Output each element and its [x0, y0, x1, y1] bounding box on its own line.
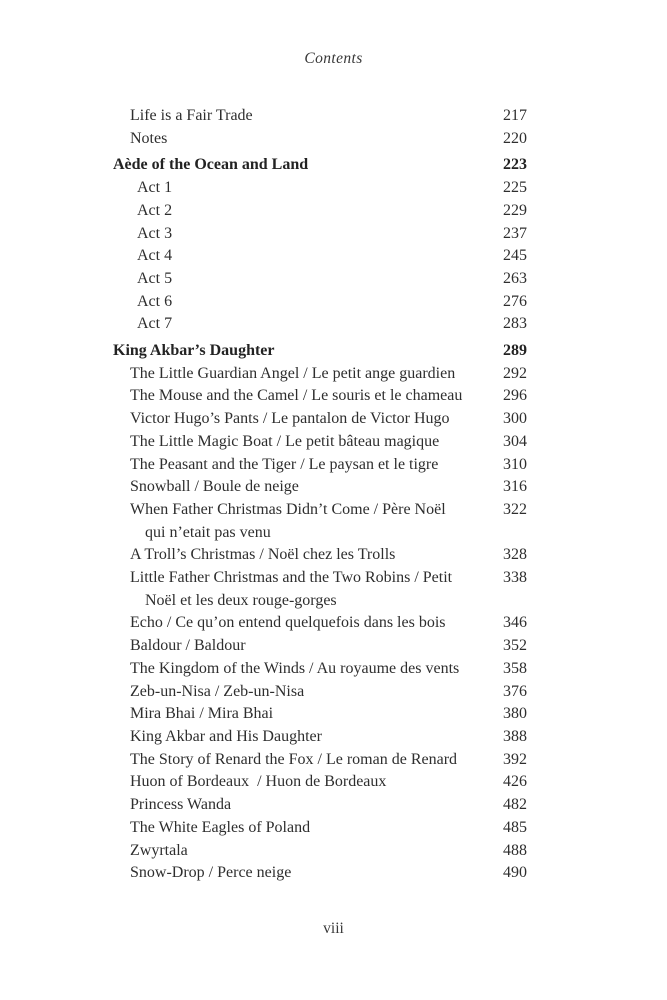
toc-entry-title-line1: Zeb-un-Nisa / Zeb-un-Nisa — [130, 682, 305, 700]
toc-entry-page: 283 — [503, 315, 527, 333]
toc-entry-title — [113, 476, 299, 499]
toc-entry-title — [113, 544, 395, 567]
toc-entry-page: 346 — [503, 614, 527, 632]
toc-entry-title — [113, 681, 304, 704]
toc-entry-title-line1: A Troll’s Christmas / Noël chez les Trolls — [130, 546, 396, 564]
toc-entry-page: 289 — [503, 342, 527, 360]
toc-entry-page: 328 — [503, 546, 527, 564]
toc-entry-row — [113, 245, 527, 268]
toc-entry-title — [113, 363, 455, 386]
toc-entry-row — [113, 154, 527, 177]
toc-entry-title-line1: Snow-Drop / Perce neige — [130, 864, 292, 882]
toc-entry-page: 245 — [503, 247, 527, 265]
toc-entry-title-line1: The Peasant and the Tiger / Le paysan et le tigre — [130, 455, 439, 473]
toc-entry-row — [113, 771, 527, 794]
toc-entry-row — [113, 385, 527, 408]
toc-entry-title-line2: Noël et les deux rouge-gorges — [145, 591, 337, 609]
toc-entry-page: 388 — [503, 727, 527, 745]
toc-entry-row — [113, 454, 527, 477]
toc-entry-title — [113, 105, 253, 128]
toc-entry-title — [113, 817, 310, 840]
toc-entry-title — [113, 499, 446, 544]
toc-entry-row — [113, 313, 527, 336]
toc-entry-title — [113, 612, 446, 635]
toc-entry-page: 292 — [503, 364, 527, 382]
toc-entry-page: 488 — [503, 841, 527, 859]
toc-entry-page: 352 — [503, 637, 527, 655]
toc-entry-row — [113, 499, 527, 544]
toc-entry-title-line1: Little Father Christmas and the Two Robins / Petit — [130, 569, 453, 587]
toc-entry-title-line1: Snowball / Boule de neige — [130, 478, 299, 496]
toc-entry-page: 296 — [503, 387, 527, 405]
toc-entry-row — [113, 567, 527, 612]
toc-entry-page: 485 — [503, 818, 527, 836]
toc-entry-page: 263 — [503, 269, 527, 287]
toc-entry-row — [113, 363, 527, 386]
toc-entry-title — [113, 703, 273, 726]
toc-entry-page: 217 — [503, 107, 527, 124]
toc-entry-title — [113, 154, 308, 177]
toc-entry-title-line1: Act 6 — [137, 292, 173, 310]
toc-entry-page: 392 — [503, 750, 527, 768]
toc-entry-title-line1: Baldour / Baldour — [130, 637, 246, 655]
toc-entry-row — [113, 128, 527, 151]
toc-entry-row — [113, 612, 527, 635]
toc-entry-row — [113, 817, 527, 840]
toc-entry-row — [113, 431, 527, 454]
toc-entry-title — [113, 268, 172, 291]
toc-entry-title-line1: Life is a Fair Trade — [130, 107, 253, 124]
toc-entry-row — [113, 862, 527, 885]
toc-entry-page: 229 — [503, 201, 527, 219]
toc-entry-title — [113, 726, 322, 749]
toc-entry-row — [113, 749, 527, 772]
toc-entry-page: 482 — [503, 796, 527, 814]
toc-entry-title-line1: The Kingdom of the Winds / Au royaume des vents — [130, 659, 460, 677]
toc-entry-title — [113, 408, 450, 431]
toc-entry-title-line1: Echo / Ce qu’on entend quelquefois dans les bois — [130, 614, 446, 632]
toc-entry-page: 225 — [503, 179, 527, 197]
toc-entry-title — [113, 200, 172, 223]
toc-entry-page: 304 — [503, 432, 527, 450]
toc-entry-page: 376 — [503, 682, 527, 700]
toc-entry-page: 322 — [503, 500, 527, 518]
toc-entry-row — [113, 726, 527, 749]
toc-entry-title-line1: The Little Guardian Angel / Le petit ange guardien — [130, 364, 456, 382]
toc-entry-title-line1: The Story of Renard the Fox / Le roman de Renard — [130, 750, 458, 768]
toc-entry-row — [113, 105, 527, 128]
toc-entry-page: 316 — [503, 478, 527, 496]
toc-entry-row — [113, 658, 527, 681]
toc-entry-row — [113, 200, 527, 223]
toc-entry-title — [113, 749, 457, 772]
toc-entry-title-line1: King Akbar’s Daughter — [113, 342, 275, 360]
toc-entry-title — [113, 862, 291, 885]
toc-entry-title — [113, 223, 172, 246]
toc-entry-title-line1: Zwyrtala — [130, 841, 188, 859]
toc-entry-title — [113, 567, 452, 612]
toc-entry-title-line1: Victor Hugo’s Pants / Le pantalon de Victor Hugo — [130, 410, 450, 428]
toc-entry-page: 426 — [503, 773, 527, 791]
toc-entry-row — [113, 794, 527, 817]
toc-entry-title — [113, 128, 167, 151]
toc-entry-title — [113, 771, 386, 794]
toc-entry-title-line1: Act 5 — [137, 269, 173, 287]
page-title: Contents — [304, 50, 363, 67]
toc-entry-row — [113, 681, 527, 704]
toc-entry-title — [113, 177, 172, 200]
toc-entry-title-line1: Act 4 — [137, 247, 173, 265]
toc-entry-row — [113, 291, 527, 314]
toc-entry-title — [113, 454, 438, 477]
toc-entry-title — [113, 431, 439, 454]
toc-entry-title-line1: Act 1 — [137, 179, 173, 197]
toc-entry-title — [113, 658, 459, 681]
toc-entry-title — [113, 313, 172, 336]
toc-entry-page: 220 — [503, 129, 527, 147]
toc-entry-title — [113, 840, 188, 863]
toc-entry-title — [113, 385, 462, 408]
toc-entry-page: 223 — [503, 156, 527, 174]
toc-entry-title-line1: Mira Bhai / Mira Bhai — [130, 705, 274, 723]
toc-entry-title-line1: Act 3 — [137, 224, 173, 242]
toc-entry-page: 338 — [503, 569, 527, 587]
toc-entry-row — [113, 635, 527, 658]
toc-entry-page: 490 — [503, 864, 527, 882]
toc-entry-title-line1: When Father Christmas Didn’t Come / Père Noël — [130, 500, 446, 518]
toc-entry-row — [113, 223, 527, 246]
toc-entry-title — [113, 794, 231, 817]
toc-entry-row — [113, 340, 527, 363]
toc-entry-title-line1: Act 2 — [137, 201, 173, 219]
toc-entry-row — [113, 476, 527, 499]
toc-entry-row — [113, 840, 527, 863]
toc-entry-title-line1: Notes — [130, 129, 168, 147]
toc-entry-row — [113, 268, 527, 291]
toc-entry-title — [113, 245, 172, 268]
toc-entry-page: 300 — [503, 410, 527, 428]
toc-entry-title-line1: Act 7 — [137, 315, 173, 333]
toc-entry-row — [113, 177, 527, 200]
page-number-footer: viii — [323, 920, 344, 937]
toc-entry-page: 380 — [503, 705, 527, 723]
toc-entry-title-line1: The Mouse and the Camel / Le souris et le chameau — [130, 387, 463, 405]
toc-entry-page: 276 — [503, 292, 527, 310]
toc-entry-page: 237 — [503, 224, 527, 242]
toc-entry-title-line1: King Akbar and His Daughter — [130, 727, 322, 745]
toc-entry-page: 310 — [503, 455, 527, 473]
table-of-contents — [113, 105, 527, 885]
toc-entry-title — [113, 291, 172, 314]
toc-entry-title-line1: Aède of the Ocean and Land — [113, 156, 309, 174]
toc-entry-title-line1: Huon of Bordeaux / Huon de Bordeaux — [130, 773, 387, 791]
toc-entry-title-line2: qui n’etait pas venu — [145, 523, 271, 541]
toc-entry-title-line1: The Little Magic Boat / Le petit bâteau magique — [130, 432, 440, 450]
toc-entry-row — [113, 544, 527, 567]
toc-entry-title — [113, 340, 275, 363]
toc-entry-title — [113, 635, 246, 658]
toc-entry-title-line1: Princess Wanda — [130, 796, 232, 814]
toc-entry-row — [113, 408, 527, 431]
toc-entry-title-line1: The White Eagles of Poland — [130, 818, 311, 836]
toc-entry-row — [113, 703, 527, 726]
toc-entry-page: 358 — [503, 659, 527, 677]
